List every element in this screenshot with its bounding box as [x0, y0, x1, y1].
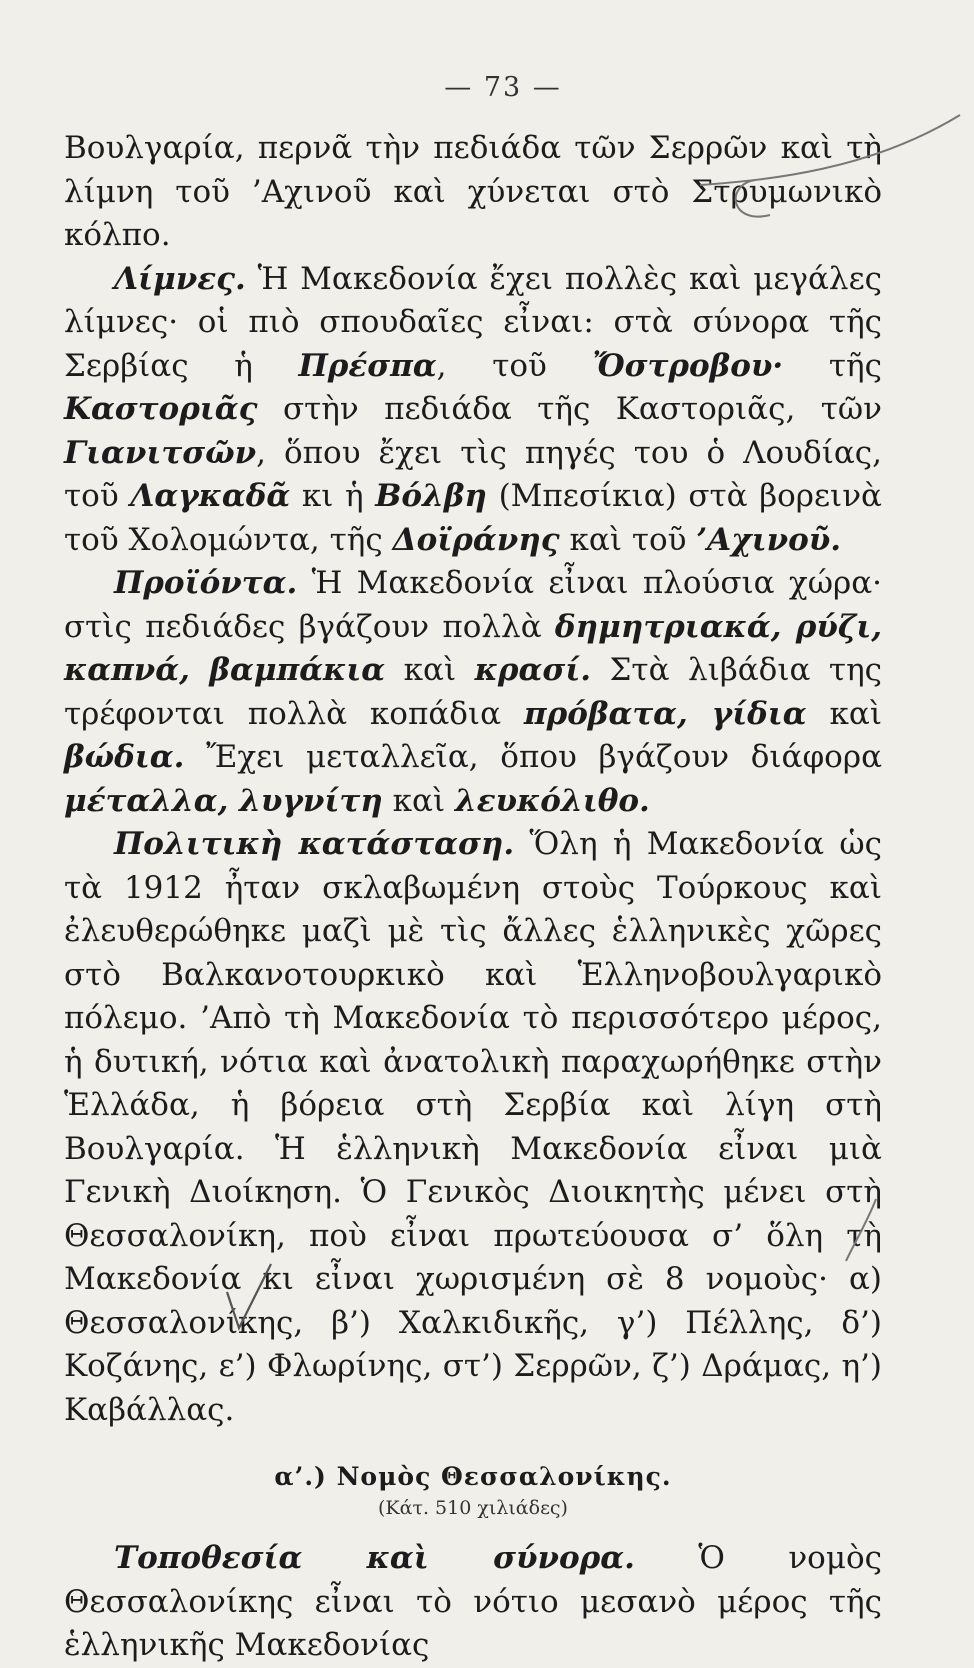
lakes-heading: Λίμνες. [114, 260, 246, 297]
pencil-swoosh-mark [690, 110, 970, 230]
paragraph-lakes: Λίμνες. Ἡ Μακεδονία ἔχει πολλὲς καὶ μεγάλες λίμνες· οἱ πιὸ σπουδαῖες εἶναι: στὰ σύνορα τῆς Σερβίας ἡ Πρέσπα, τοῦ Ὄστροβου· τῆς Καστοριᾶς στὴν πεδιάδα τῆς Καστοριᾶς, τῶν Γιανιτσῶν, ὅπου ἔχει τὶς πηγές του ὁ Λουδίας, τοῦ Λαγκαδᾶ κι ἡ Βόλβη (Μπεσίκια) στὰ βορεινὰ τοῦ Χολομώντα, τῆς Δοϊράνης καὶ τοῦ ’Αχινοῦ. [64, 260, 882, 558]
pencil-tick-mark [225, 1262, 275, 1332]
paragraph-products: Προϊόντα. Ἡ Μακεδονία εἶναι πλούσια χώρα· στὶς πεδιάδες βγάζουν πολλὰ δημητριακά, ρύζι, καπνά, βαμπάκια καὶ κρασί. Στὰ λιβάδια της τρέφονται πολλὰ κοπάδια πρόβατα, γίδια καὶ βώδια. Ἔχει μεταλλεῖα, ὅπου βγάζουν διάφορα μέταλλα, λυγνίτη καὶ λευκόλιθο. [64, 565, 883, 819]
paragraph-location: Τοποθεσία καὶ σύνορα. Ὁ νομὸς Θεσσαλονίκης εἶναι τὸ νότιο μεσανὸ μέρος τῆς ἑλληνικῆς Μακεδονίας [64, 1540, 882, 1663]
paragraph-river: Βουλγαρία, περνᾶ τὴν πεδιάδα τῶν Σερρῶν καὶ τὴ λίμνη τοῦ ’Αχινοῦ καὶ χύνεται στὸ Στρυμωνικὸ κόλπο. [64, 130, 882, 253]
politics-heading: Πολιτικὴ κατάσταση. [114, 826, 515, 862]
pencil-margin-mark [838, 1195, 888, 1265]
products-heading: Προϊόντα. [114, 565, 298, 601]
section-heading: α’.) Νομὸς Θεσσαλονίκης. [274, 1462, 672, 1491]
section-subheading: (Κάτ. 510 χιλιάδες) [378, 1497, 568, 1519]
paragraph-politics: Πολιτικὴ κατάσταση. Ὅλη ἡ Μακεδονία ὡς τὰ 1912 ἦταν σκλαβωμένη στοὺς Τούρκους καὶ ἐλευθερώθηκε μαζὶ μὲ τὶς ἄλλες ἑλληνικὲς χῶρες στὸ Βαλκανοτουρκικὸ καὶ Ἑλληνοβουλγαρικὸ πόλεμο. ’Απὸ τὴ Μακεδονία τὸ περισσότερο μέρος, ἡ δυτική, νότια καὶ ἀνατολικὴ παραχωρήθηκε στὴν Ἑλλάδα, ἡ βόρεια στὴ Σερβία καὶ λίγη στὴ Βουλγαρία. Ἡ ἑλληνικὴ Μακεδονία εἶναι μιὰ Γενικὴ Διοίκηση. Ὁ Γενικὸς Διοικητὴς μένει στὴ Θεσσαλονίκη, ποὺ εἶναι πρωτεύουσα σ’ ὅλη τὴ Μακεδονία κι εἶναι χωρισμένη σὲ 8 νομοὺς· α) Θεσσαλονίκης, β’) Χαλκιδικῆς, γ’) Πέλλης, δ’) Κοζάνης, ε’) Φλωρίνης, στ’) Σερρῶν, ζ’) Δράμας, η’) Καβάλλας. [64, 826, 882, 1428]
location-heading: Τοποθεσία καὶ σύνορα. [114, 1540, 635, 1576]
page-number: — 73 — [444, 72, 562, 103]
